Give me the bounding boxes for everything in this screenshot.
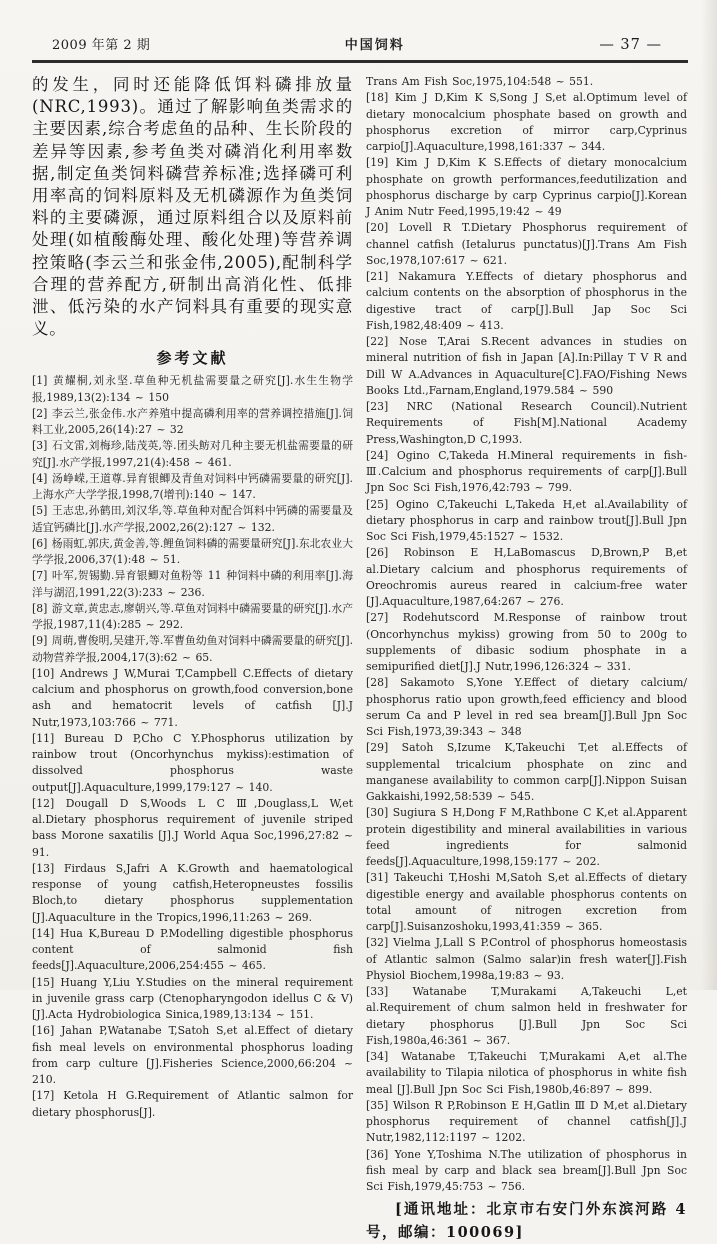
references-list-left bbox=[32, 373, 353, 1121]
reference-item: [11] Bureau D P,Cho C Y.Phosphorus utilization by rainbow trout (Oncorhynchus mykiss):estimation of dissolved phosphorus waste output[J].Aquaculture,1999,179:127 ~ 140. bbox=[32, 731, 353, 794]
reference-item: [13] Firdaus S,Jafri A K.Growth and haematological response of young catfish,Heteropneustes fossilis Bloch,to dietary phosphorus supplementation [J].Aquaculture in the Tropics,1996,11:263 ~ 269. bbox=[32, 861, 353, 924]
reference-item: [36] Yone Y,Toshima N.The utilization of phosphorus in fish meal by carp and black sea bream[J].Bull Jpn Soc Sci Fish,1979,45:753 ~ 756. bbox=[366, 1147, 687, 1193]
reference-item: [6] 杨雨虹,郭庆,黄金善,等.鲤鱼饲料磷的需要量研究[J].东北农业大学学报,2006,37(1):48 ~ 51. bbox=[32, 536, 353, 567]
reference-item: [4] 汤峥嵘,王道尊.异育银鲫及青鱼对饲料中钙磷需要量的研究[J].上海水产大学学报,1998,7(增刊):140 ~ 147. bbox=[32, 471, 353, 502]
reference-item: [9] 周萌,曹俊明,吴建开,等.军曹鱼幼鱼对饲料中磷需要量的研究[J].动物营养学报,2004,17(3):62 ~ 65. bbox=[32, 634, 353, 664]
reference-item: [2] 李云兰,张金伟.水产养殖中提高磷利用率的营养调控措施[J].饲料工业,2005,26(14):27 ~ 32 bbox=[32, 406, 353, 437]
header-rule bbox=[32, 60, 688, 63]
reference-item: [21] Nakamura Y.Effects of dietary phosphorus and calcium contents on the absorption of phosphorus in the digestive tract of carp[J].Bull Jap Soc Sci Fish,1982,48:409 ~ 413. bbox=[366, 270, 687, 332]
references-list-right bbox=[366, 90, 687, 1195]
reference-item: [28] Sakamoto S,Yone Y.Effect of dietary calcium/ phosphorus ratio upon growth,feed efficiency and blood serum Ca and P level in red sea bream[J].Bull Jpn Soc Sci Fish,1973,39:343 ~ 348 bbox=[366, 676, 687, 738]
reference-item: [24] Ogino C,Takeda H.Mineral requirements in fish-Ⅲ.Calcium and phosphorus requirements of carp[J].Bull Jpn Soc Sci Fish,1976,42:793 ~ 799. bbox=[366, 448, 687, 495]
reference-item: [15] Huang Y,Liu Y.Studies on the mineral requirement in juvenile grass carp (Ctenopharyngodon idellus C & V)[J].Acta Hydrobiologica Sinica,1989,13:134 ~ 151. bbox=[32, 975, 353, 1022]
reference-item: [19] Kim J D,Kim K S.Effects of dietary monocalcium phosphate on growth performances,feedutilization and phosphorus discharge by carp Cyprinus carpio[J].Korean J Anim Nutr Feed,1995,19:42 ~ 49 bbox=[366, 156, 687, 218]
reference-item: [30] Sugiura S H,Dong F M,Rathbone C K,et al.Apparent protein digestibility and mineral availabilities in various feed ingredients for salmonid feeds[J].Aquaculture,1998,159:177 ~ 202. bbox=[366, 806, 687, 868]
reference-item: [23] NRC (National Research Council).Nutrient Requirements of Fish[M].National Academy Press,Washington,D C,1993. bbox=[366, 400, 687, 446]
references-heading: 参考文献 bbox=[156, 349, 229, 368]
page-number: — 37 — bbox=[599, 37, 662, 53]
journal-title: 中国饲料 bbox=[344, 38, 405, 53]
reference-item: [22] Nose T,Arai S.Recent advances in studies on mineral nutrition of fish in Japan [A].In:Pillay T V R and Dill W A.Advances in Aquaculture[C].FAO/Fishing News Books Ltd.,Farnam,England,1979.584 ~ 590 bbox=[366, 335, 687, 397]
reference-item: [25] Ogino C,Takeuchi L,Takeda H,et al.Availability of dietary phosphorus in carp and rainbow trout[J].Bull Jpn Soc Sci Fish,1979,45:1527 ~ 1532. bbox=[366, 497, 687, 543]
reference-item: [1] 黄耀桐,刘永坚.草鱼种无机盐需要量之研究[J].水生生物学报,1989,13(2):134 ~ 150 bbox=[32, 374, 353, 404]
reference-item: [29] Satoh S,Izume K,Takeuchi T,et al.Effects of supplemental tricalcium phosphate on zinc and manganese availability to common carp[J].Nippon Suisan Gakkaishi,1992,58:539 ~ 545. bbox=[366, 741, 687, 803]
reference-item: [27] Rodehutscord M.Response of rainbow trout (Oncorhynchus mykiss) growing from 50 to 200g to supplements of dibasic sodium phosphate in a semipurified diet[J].J Nutr,1996,126:324 ~ 331. bbox=[366, 611, 687, 673]
journal-issue: 2009 年第 2 期 bbox=[52, 38, 151, 53]
reference-item: [10] Andrews J W,Murai T,Campbell C.Effects of dietary calcium and phosphorus on growth,food conversion,bone ash and hematocrit levels of catfish [J].J Nutr,1973,103:766 ~ 771. bbox=[32, 666, 353, 729]
reference-item: [32] Vielma J,Lall S P.Control of phosphorus homeostasis of Atlantic salmon (Salmo salar)in fresh water[J].Fish Physiol Biochem,1998a,19:83 ~ 93. bbox=[366, 936, 687, 982]
reference-item: [35] Wilson R P,Robinson E H,Gatlin Ⅲ D M,et al.Dietary phosphorus requirement of channel catfish[J].J Nutr,1982,112:1197 ~ 1202. bbox=[366, 1098, 687, 1145]
reference-item: [7] 叶军,贺锡勤.异育银鲫对鱼粉等 11 种饲料中磷的利用率[J].海洋与湖沼,1991,22(3):233 ~ 236. bbox=[32, 569, 353, 599]
reference-item: [8] 游文章,黄忠志,廖朝兴,等.草鱼对饲料中磷需要量的研究[J].水产学报,1987,11(4):285 ~ 292. bbox=[32, 601, 353, 632]
reference-item: [17] Ketola H G.Requirement of Atlantic salmon for dietary phosphorus[J]. bbox=[32, 1089, 353, 1119]
right-column bbox=[366, 74, 687, 1244]
article-body bbox=[32, 74, 688, 1244]
contact-address: [通讯地址：北京市右安门外东滨河路 4 号，邮编：100069] bbox=[366, 1201, 687, 1241]
left-column bbox=[32, 74, 353, 1244]
reference-item: [33] Watanabe T,Murakami A,Takeuchi L,et al.Requirement of chum salmon held in freshwater for dietary phosphorus [J].Bull Jpn Soc Sci Fish,1980a,46:361 ~ 367. bbox=[366, 985, 687, 1047]
reference-item: [18] Kim J D,Kim K S,Song J S,et al.Optimum level of dietary monocalcium phosphate based on growth and phosphorus excretion of mirror carp,Cyprinus carpio[J].Aquaculture,1998,161:337 ~ 344. bbox=[366, 91, 687, 153]
reference-item: [31] Takeuchi T,Hoshi M,Satoh S,et al.Effects of dietary digestible energy and available phosphorus contents on total amount of nitrogen excretion from carp[J].Suisanzoshoku,1993,41:359 ~ 365. bbox=[366, 871, 687, 933]
intro-paragraph: 的发生，同时还能降低饵料磷排放量(NRC,1993)。通过了解影响鱼类需求的主要因素,综合考虑鱼的品种、生长阶段的差异等因素,参考鱼类对磷消化利用率数据,制定鱼类饲料磷营养标准;选择磷可利用率高的饲料原料及无机磷源作为鱼类饲料的主要磷源，通过原料组合以及原料前处理(如植酸酶处理、酸化处理)等营养调控策略(李云兰和张金伟,2005),配制科学合理的营养配方,研制出高消化性、低排泄、低污染的水产饲料具有重要的现实意义。 bbox=[32, 75, 353, 339]
reference-item: [12] Dougall D S,Woods L C Ⅲ,Douglass,L W,et al.Dietary phosphorus requirement of juvenile striped bass Morone saxatilis [J].J World Aqua Soc,1996,27:82 ~ 91. bbox=[32, 796, 353, 859]
reference-item: [26] Robinson E H,LaBomascus D,Brown,P B,et al.Dietary calcium and phosphorus requirements of Oreochromis aureus reared in calcium-free water [J].Aquaculture,1987,64:267 ~ 276. bbox=[366, 546, 687, 608]
reference-item: [14] Hua K,Bureau D P.Modelling digestible phosphorus content of salmonid fish feeds[J].Aquaculture,2006,254:455 ~ 465. bbox=[32, 926, 353, 973]
page-header bbox=[32, 34, 688, 53]
reference-item: [20] Lovell R T.Dietary Phosphorus requirement of channel catfish (Ietalurus punctatus)[J].Trans Am Fish Soc,1978,107:617 ~ 621. bbox=[366, 221, 687, 267]
scan-edge-shade bbox=[701, 0, 717, 990]
reference-item: [5] 王志忠,孙鹤田,刘汉华,等.草鱼种对配合饵料中钙磷的需要量及适宜钙磷比[J].水产学报,2002,26(2):127 ~ 132. bbox=[32, 504, 353, 534]
reference-continuation: Trans Am Fish Soc,1975,104:548 ~ 551. bbox=[366, 75, 594, 88]
reference-item: [16] Jahan P,Watanabe T,Satoh S,et al.Effect of dietary fish meal levels on environmental phosphorus loading from carp culture [J].Fisheries Science,2000,66:204 ~ 210. bbox=[32, 1024, 353, 1087]
reference-item: [34] Watanabe T,Takeuchi T,Murakami A,et al.The availability to Tilapia nilotica of phosphorus in white fish meal [J].Bull Jpn Soc Sci Fish,1980b,46:897 ~ 899. bbox=[366, 1050, 687, 1096]
reference-item: [3] 石文雷,刘梅珍,陆茂英,等.团头鲂对几种主要无机盐需要量的研究[J].水产学报,1997,21(4):458 ~ 461. bbox=[32, 439, 353, 469]
